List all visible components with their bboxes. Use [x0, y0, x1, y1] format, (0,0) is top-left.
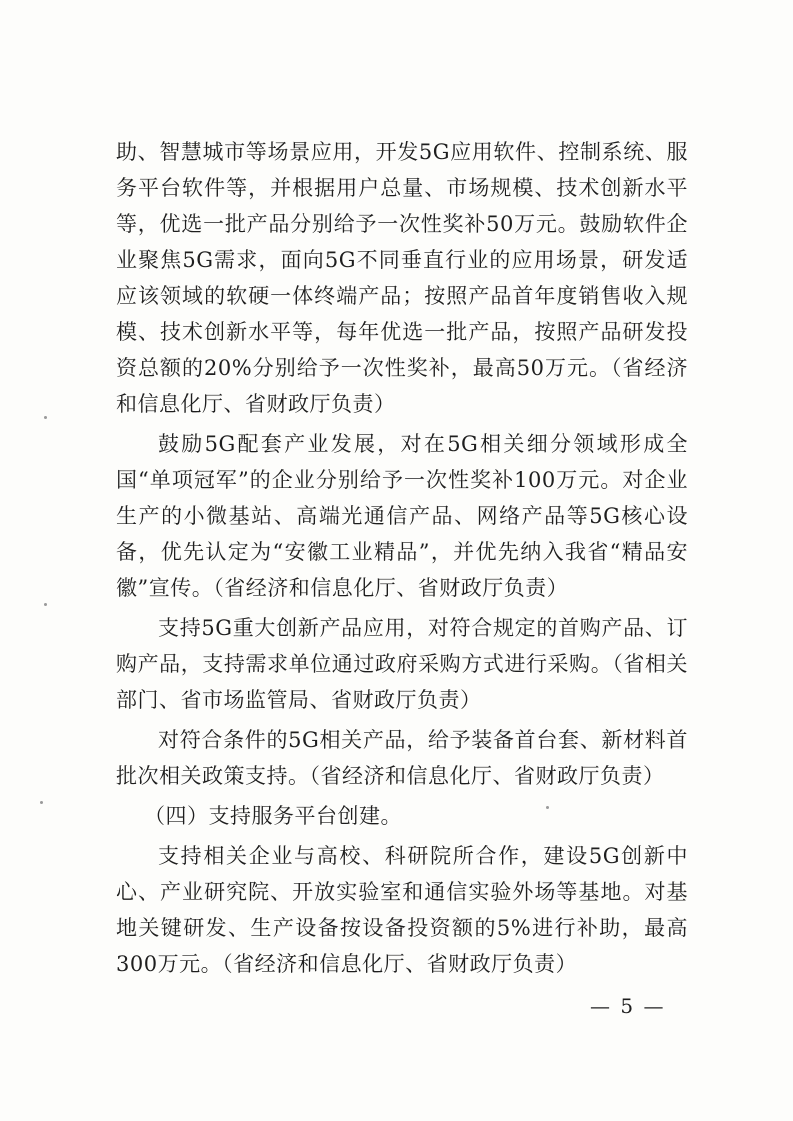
- paragraph-5g-supporting-industry: 鼓励5G配套产业发展，对在5G相关细分领域形成全国“单项冠军”的企业分别给予一次性奖补100万元。对企业生产的小微基站、高端光通信产品、网络产品等5G核心设备，优先认定为“安徽工业精品”，并优先纳入我省“精品安徽”宣传。（省经济和信息化厅、省财政厅负责）: [116, 432, 688, 600]
- page-number: — 5 —: [590, 994, 666, 1018]
- scan-speck: [44, 416, 47, 419]
- scan-speck: [44, 603, 47, 606]
- paragraph-policy-support: 对符合条件的5G相关产品，给予装备首台套、新材料首批次相关政策支持。（省经济和信息化厅、省财政厅负责）: [116, 728, 688, 788]
- document-body: [116, 134, 688, 982]
- scan-speck: [546, 806, 549, 809]
- scan-speck: [40, 801, 43, 804]
- paragraph-innovative-product-application: 支持5G重大创新产品应用，对符合规定的首购产品、订购产品，支持需求单位通过政府采购方式进行采购。（省相关部门、省市场监管局、省财政厅负责）: [116, 616, 688, 712]
- section-heading: （四）支持服务平台创建。: [144, 804, 402, 828]
- paragraph-continuation: 助、智慧城市等场景应用，开发5G应用软件、控制系统、服务平台软件等，并根据用户总量、市场规模、技术创新水平等，优选一批产品分别给予一次性奖补50万元。鼓励软件企业聚焦5G需求，面向5G不同垂直行业的应用场景，研发适应该领域的软硬一体终端产品；按照产品首年度销售收入规模、技术创新水平等，每年优选一批产品，按照产品研发投资总额的20%分别给予一次性奖补，最高50万元。（省经济和信息化厅、省财政厅负责）: [116, 140, 688, 416]
- paragraph-service-platform: 支持相关企业与高校、科研院所合作，建设5G创新中心、产业研究院、开放实验室和通信实验外场等基地。对基地关键研发、生产设备按设备投资额的5%进行补助，最高300万元。（省经济和信息化厅、省财政厅负责）: [116, 844, 688, 976]
